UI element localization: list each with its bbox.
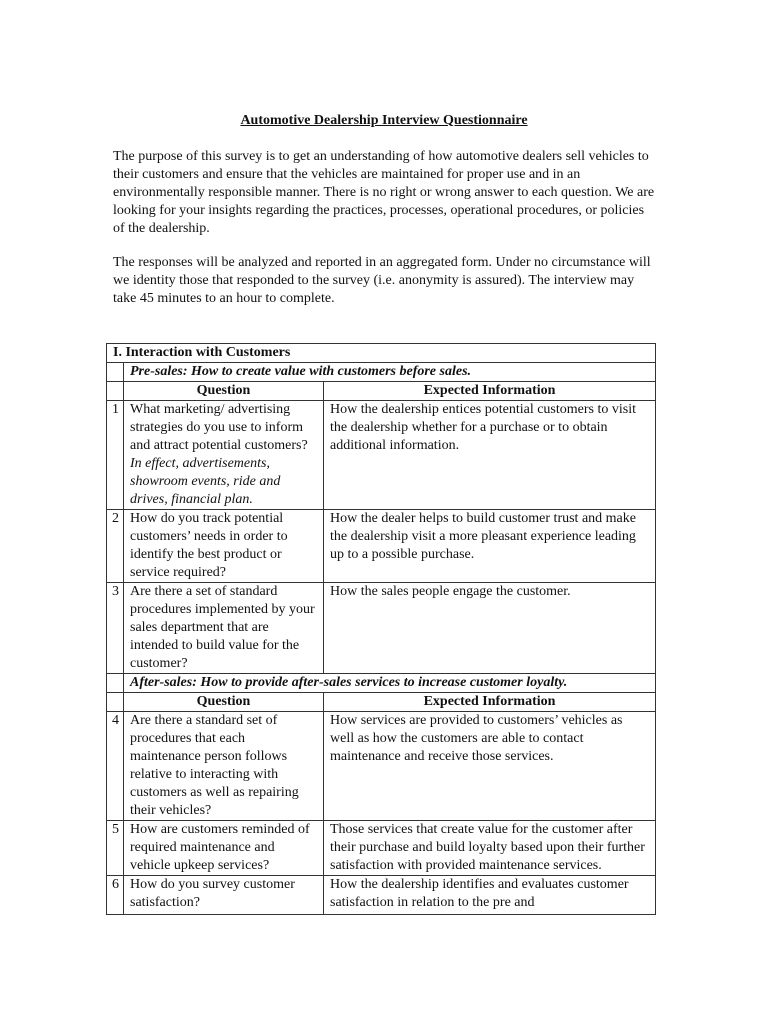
- question-text: What marketing/ advertising strategies do you use to inform and attract potential customers?: [130, 402, 308, 453]
- section-row: [107, 344, 656, 363]
- expected-cell: [324, 876, 656, 915]
- expected-cell: How the dealership entices potential customers to visit the dealership whether for a purchase or to obtain additional information.: [324, 401, 656, 510]
- table-row: [107, 712, 656, 821]
- expected-cell: How the dealer helps to build customer trust and make the dealership visit a more pleasant experience leading up to a possible purchase.: [324, 510, 656, 583]
- presales-heading: Pre-sales: How to create value with customers before sales.: [124, 363, 656, 382]
- subsection-row: [107, 363, 656, 382]
- column-header-row: [107, 382, 656, 401]
- question-cell: [124, 401, 324, 510]
- expected-info-header: Expected Information: [324, 382, 656, 401]
- blank-cell: [107, 363, 124, 382]
- question-header: Question: [124, 382, 324, 401]
- row-number: 1: [107, 401, 124, 510]
- question-note: In effect, advertisements, showroom events, ride and drives, financial plan.: [130, 456, 281, 507]
- expected-cell: Those services that create value for the customer after their purchase and build loyalty based upon their further satisfaction with provided maintenance services.: [324, 821, 656, 876]
- privacy-paragraph: The responses will be analyzed and reported in an aggregated form. Under no circumstance will we identity those that responded to the survey (i.e. anonymity is assured). The interview may take 45 minutes to an hour to complete.: [113, 255, 651, 306]
- blank-cell: [107, 674, 124, 693]
- question-header: Question: [124, 693, 324, 712]
- expected-cell: How the sales people engage the customer.: [324, 583, 656, 674]
- question-cell: How are customers reminded of required maintenance and vehicle upkeep services?: [124, 821, 324, 876]
- row-number: 6: [107, 876, 124, 915]
- table-row: [107, 583, 656, 674]
- expected-cell: How services are provided to customers’ vehicles as well as how the customers are able to contact maintenance and receive those services.: [324, 712, 656, 821]
- document-title: Automotive Dealership Interview Questionnaire: [240, 113, 528, 128]
- intro-paragraph: The purpose of this survey is to get an understanding of how automotive dealers sell vehicles to their customers and ensure that the vehicles are maintained for proper use and in an environmentally responsible manner. There is no right or wrong answer to each question. We are looking for your insights regarding the practices, processes, operational procedures, or policies of the dealership.: [113, 149, 655, 236]
- question-cell: How do you survey customer satisfaction?: [124, 876, 324, 915]
- table-row: [107, 401, 656, 510]
- blank-cell: [107, 693, 124, 712]
- row-number: 4: [107, 712, 124, 821]
- column-header-row: [107, 693, 656, 712]
- table-row: [107, 821, 656, 876]
- question-cell: Are there a standard set of procedures that each maintenance person follows relative to interacting with customers as well as repairing their vehicles?: [124, 712, 324, 821]
- questionnaire-table: [106, 343, 656, 915]
- aftersales-heading: After-sales: How to provide after-sales services to increase customer loyalty.: [124, 674, 656, 693]
- table-row: [107, 510, 656, 583]
- question-cell: Are there a set of standard procedures implemented by your sales department that are intended to build value for the customer?: [124, 583, 324, 674]
- blank-cell: [107, 382, 124, 401]
- table-row: [107, 876, 656, 915]
- expected-text-clipped: How the dealership identifies and evaluates customer satisfaction in relation to the pre and: [330, 877, 629, 910]
- row-number: 3: [107, 583, 124, 674]
- row-number: 2: [107, 510, 124, 583]
- expected-info-header: Expected Information: [324, 693, 656, 712]
- row-number: 5: [107, 821, 124, 876]
- subsection-row: [107, 674, 656, 693]
- section-title: I. Interaction with Customers: [107, 344, 656, 363]
- question-cell: How do you track potential customers’ needs in order to identify the best product or service required?: [124, 510, 324, 583]
